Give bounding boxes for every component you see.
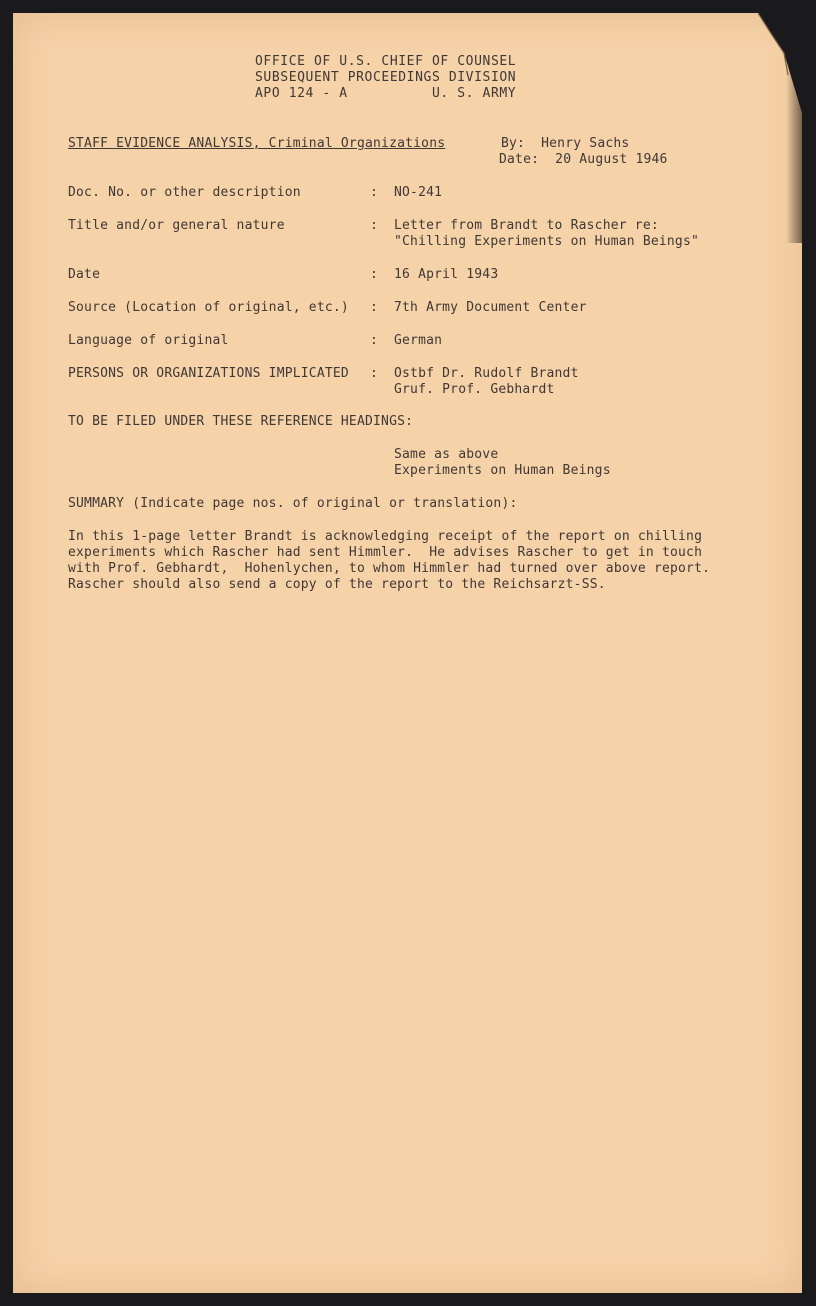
document-page (13, 13, 802, 1293)
torn-corner (758, 13, 802, 113)
field-colon: : (370, 218, 379, 233)
reference-label: TO BE FILED UNDER THESE REFERENCE HEADINGS: (68, 414, 414, 429)
header-apo: APO 124 - A U. S. ARMY (255, 86, 517, 101)
field-colon: : (370, 333, 379, 348)
field-colon: : (370, 185, 379, 200)
summary-line: In this 1-page letter Brandt is acknowledging receipt of the report on chilling (68, 529, 703, 544)
field-colon: : (370, 300, 379, 315)
field-label-title: Title and/or general nature (68, 218, 285, 233)
analysis-date: Date: 20 August 1946 (499, 152, 668, 167)
field-colon: : (370, 366, 379, 381)
summary-line: with Prof. Gebhardt, Hohenlychen, to whom Himmler had turned over above report. (68, 561, 711, 576)
header-division: SUBSEQUENT PROCEEDINGS DIVISION (255, 70, 517, 85)
field-value-language: German (394, 333, 443, 348)
field-label-source: Source (Location of original, etc.) (68, 300, 349, 315)
field-label-doc-no: Doc. No. or other description (68, 185, 301, 200)
field-value-title: Letter from Brandt to Rascher re: (394, 218, 659, 233)
field-value-source: 7th Army Document Center (394, 300, 587, 315)
field-value-persons: Ostbf Dr. Rudolf Brandt (394, 366, 579, 381)
reference-heading: Experiments on Human Beings (394, 463, 611, 478)
field-label-date: Date (68, 267, 101, 282)
field-value-persons-line2: Gruf. Prof. Gebhardt (394, 382, 555, 397)
field-colon: : (370, 267, 379, 282)
summary-line: Rascher should also send a copy of the report to the Reichsarzt-SS. (68, 577, 606, 592)
field-label-persons: PERSONS OR ORGANIZATIONS IMPLICATED (68, 366, 349, 381)
analysis-author: By: Henry Sachs (501, 136, 630, 151)
field-value-doc-no: NO-241 (394, 185, 443, 200)
reference-heading: Same as above (394, 447, 499, 462)
summary-line: experiments which Rascher had sent Himmler. He advises Rascher to get in touch (68, 545, 703, 560)
header-office: OFFICE OF U.S. CHIEF OF COUNSEL (255, 54, 517, 69)
analysis-title: STAFF EVIDENCE ANALYSIS, Criminal Organizations (68, 136, 446, 151)
summary-label: SUMMARY (Indicate page nos. of original or translation): (68, 496, 518, 511)
field-value-title-line2: "Chilling Experiments on Human Beings" (394, 234, 700, 249)
field-value-date: 16 April 1943 (394, 267, 499, 282)
field-label-language: Language of original (68, 333, 229, 348)
